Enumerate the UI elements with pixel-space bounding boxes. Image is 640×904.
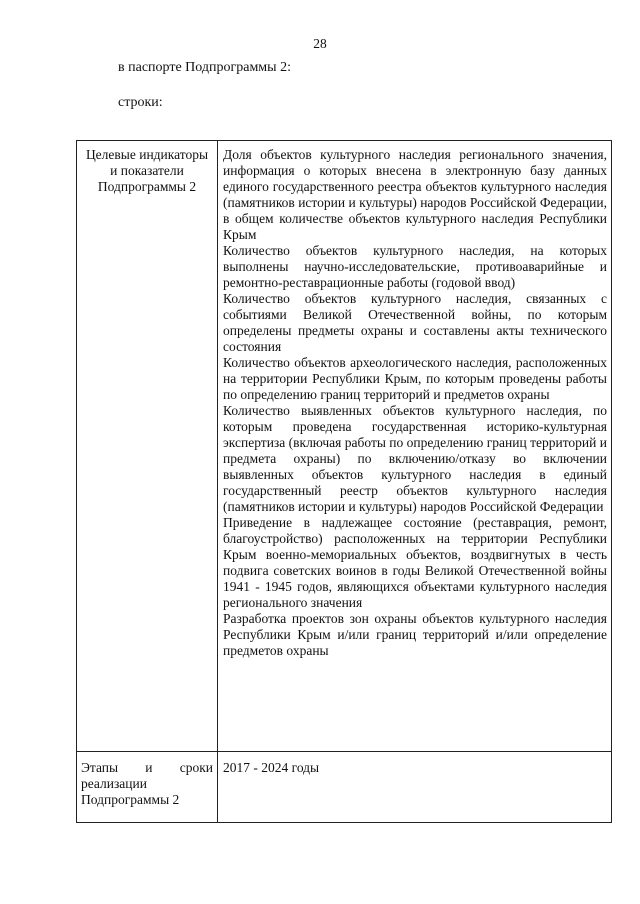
table-row-stages <box>77 752 612 823</box>
indicator-item: Количество объектов археологического наследия, расположенных на территории Республики Крым, по которым проведены работы по определению границ территорий и предметов охраны <box>223 355 607 402</box>
row-label-stages: Этапы и сроки реализации Подпрограммы 2 <box>77 752 218 823</box>
page-number: 28 <box>313 36 327 51</box>
indicators-list <box>218 141 612 752</box>
indicator-item: Приведение в надлежащее состояние (реставрация, ремонт, благоустройство) расположенных на территории Республики Крым военно-мемориальных объектов, воздвигнутых в честь подвига советских воинов в годы Великой Отечественной войны 1941 - 1945 годов, являющихся объектами культурного наследия регионального значения <box>223 515 607 610</box>
indicator-item: Количество выявленных объектов культурного наследия, по которым проведена государственная историко-культурная экспертиза (включая работы по определению границ территорий и предмета охраны) по включению/отказу во включении выявленных объектов культурного наследия в единый государственный реестр объектов культурного наследия (памятников истории и культуры) народов Российской Федерации <box>223 403 607 514</box>
indicator-item: Количество объектов культурного наследия, связанных с событиями Великой Отечественной войны, по которым определены предметы охраны и составлены акты технического состояния <box>223 291 607 354</box>
intro-line-passport: в паспорте Подпрограммы 2: <box>118 60 291 75</box>
stages-value: 2017 - 2024 годы <box>218 752 612 823</box>
intro-line-rows: строки: <box>118 95 163 110</box>
indicator-item: Доля объектов культурного наследия регионального значения, информация о которых внесена в электронную базу данных единого государственного реестра объектов культурного наследия (памятников истории и культуры) народов Российской Федерации, в общем количестве объектов культурного наследия Республики Крым <box>223 147 607 242</box>
passport-table <box>76 140 612 823</box>
table-row-indicators <box>77 141 612 752</box>
row-label-indicators: Целевые индикаторы и показатели Подпрограммы 2 <box>77 141 218 752</box>
indicator-item: Разработка проектов зон охраны объектов культурного наследия Республики Крым и/или границ территорий и/или определение предметов охраны <box>223 611 607 658</box>
indicator-item: Количество объектов культурного наследия, на которых выполнены научно-исследовательские, противоаварийные и ремонтно-реставрационные работы (годовой ввод) <box>223 243 607 290</box>
